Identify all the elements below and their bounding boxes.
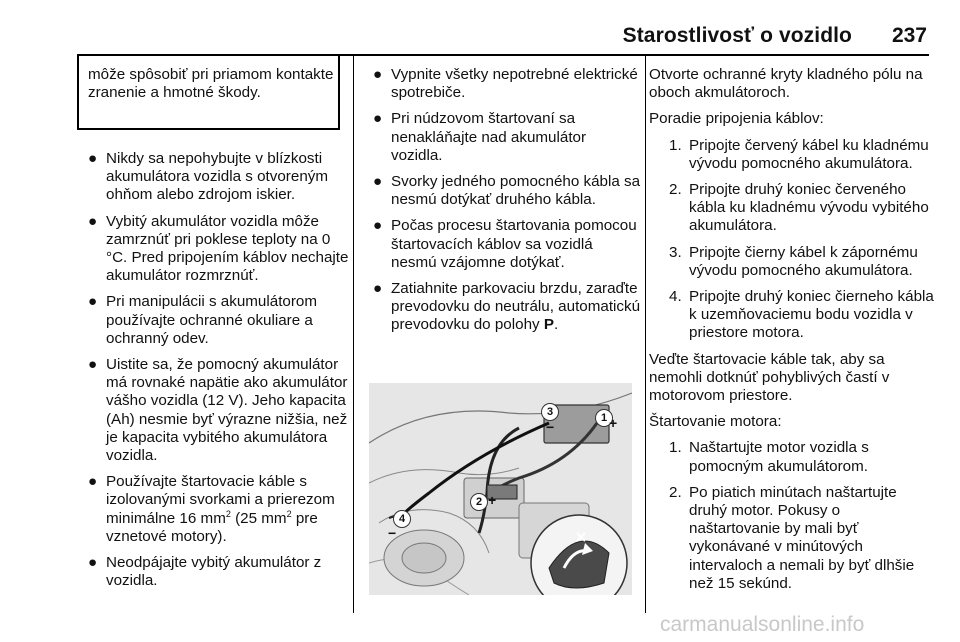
bullet-icon: ● (88, 356, 98, 374)
precaution-list-2 (369, 66, 641, 335)
bullet-icon: ● (88, 293, 98, 311)
list-item: ● Uistite sa, že pomocný akumulátor má rovnaké napätie ako akumulátor vášho vozidla (12 V). Jeho kapacita (Ah) nesmie byť výrazne nižšia, než je kapacita vybitého akumulátora vozidla. (88, 356, 348, 465)
jump-start-illustration (369, 383, 632, 595)
warning-text: môže spôsobiť pri priamom kontakte zranenie a hmotné škody. (88, 66, 334, 102)
list-item: ● Používajte štartovacie káble s izolovanými svorkami a prierezom minimálne 16 $mm^2$ (25 $mm^2$ pre vznetové motory). (88, 473, 335, 545)
list-item: 2. Po piatich minútach naštartujte druhý motor. Pokusy o naštartovanie by mali byť vykonávané v minútových intervaloch a nemali by byť dlhšie než 15 sekúnd. (669, 483, 915, 592)
cable-routing-paragraph: Veďte štartovacie káble tak, aby sa nemohli dotknúť pohyblivých častí v motorovom priestore. (649, 350, 890, 405)
list-item: 1. Pripojte červený kábel ku kladnému vývodu pomocného akumulátora. (669, 136, 929, 172)
bullet-icon: ● (373, 280, 383, 298)
plus-terminal-icon: + (488, 492, 497, 508)
list-item: 4. Pripojte druhý koniec čierneho kábla k uzemňovaciemu bodu vozidla v priestore motora. (669, 288, 934, 342)
list-item: ● Pri núdzovom štartovaní sa nenakláňajte nad akumulátor vozidla. (373, 110, 587, 164)
engine-start-heading: Štartovanie motora: (649, 413, 782, 431)
precaution-list (84, 150, 354, 590)
connection-order-heading: Poradie pripojenia káblov: (649, 110, 824, 128)
list-item: ● Pri manipulácii s akumulátorom používajte ochranné okuliare a ochranný odev. (88, 293, 318, 347)
callout-3: 3 (541, 403, 559, 421)
engine-start-steps (649, 439, 935, 593)
list-item: ● Zatiahnite parkovaciu brzdu, zaraďte prevodovku do neutrálu, automatickú prevodovku do polohy P. (373, 280, 641, 334)
bullet-icon: ● (373, 66, 383, 83)
callout-4: 4 (393, 510, 411, 528)
intro-paragraph: Otvorte ochranné kryty kladného pólu na oboch akmulátoroch. (649, 66, 923, 102)
column-1 (84, 150, 354, 598)
engine-bay-drawing (369, 383, 632, 595)
bullet-icon: ● (373, 110, 383, 128)
watermark: carmanualsonline.info (660, 613, 865, 636)
list-item: ● Vypnite všetky nepotrebné elektrické spotrebiče. (373, 66, 638, 102)
list-item: 3. Pripojte čierny kábel k zápornému vývodu pomocného akumulátora. (669, 243, 918, 279)
bullet-icon: ● (88, 212, 98, 230)
page-number: 237 (891, 24, 927, 47)
list-item: ● Počas procesu štartovania pomocou štartovacích káblov sa vozidlá nesmú vzájomne dotýkať. (373, 217, 637, 271)
list-item: 2. Pripojte druhý koniec červeného kábla ku kladnému vývodu vybitého akumulátora. (669, 181, 929, 235)
list-item: ● Nikdy sa nepohybujte v blízkosti akumulátora vozidla s otvoreným ohňom alebo zdrojom iskier. (88, 150, 329, 204)
column-2 (369, 66, 641, 343)
callout-2: 2 (470, 493, 488, 511)
bullet-icon: ● (373, 217, 383, 235)
minus-terminal-icon: − (546, 419, 555, 435)
bullet-icon: ● (88, 150, 98, 167)
column-3 (649, 66, 935, 601)
list-item: ● Neodpájajte vybitý akumulátor z vozidla. (88, 554, 322, 590)
warning-box-continuation (77, 56, 340, 130)
bullet-icon: ● (88, 554, 98, 572)
callout-1: 1 (595, 409, 613, 427)
list-item: ● Vybitý akumulátor vozidla môže zamrznúť pri poklese teploty na 0 °C. Pred pripojením káblov nechajte akumulátor rozmrznúť. (88, 212, 349, 285)
bullet-icon: ● (88, 473, 98, 491)
page-section-title: Starostlivosť o vozidlo (622, 24, 852, 47)
list-item: ● Svorky jedného pomocného kábla sa nesmú dotýkať druhého kábla. (373, 173, 641, 209)
bullet-icon: ● (373, 173, 383, 191)
column-divider-2 (645, 56, 646, 613)
plus-terminal-icon: + (609, 415, 618, 431)
list-item: 1. Naštartujte motor vozidla s pomocným akumulátorom. (669, 439, 869, 475)
connection-steps (649, 137, 935, 343)
minus-terminal-icon: − (388, 525, 397, 541)
